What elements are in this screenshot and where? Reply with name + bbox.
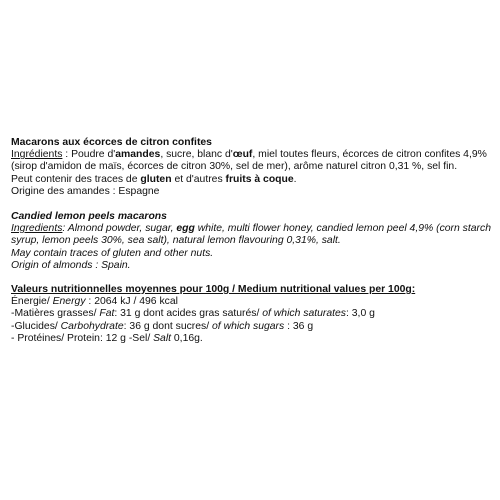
- nutrition-protein-salt-row: [11, 333, 491, 345]
- saturates-value: : 3,0 g: [346, 308, 375, 320]
- english-ingredients: [11, 223, 491, 247]
- english-traces: May contain traces of gluten and other nuts.: [11, 247, 214, 259]
- english-origin: Origin of almonds : Spain.: [11, 259, 131, 271]
- sugars-value: : 36 g: [284, 320, 314, 332]
- french-ingredients-label: Ingrédients: [11, 149, 63, 161]
- nutrition-fat-row: [11, 308, 491, 320]
- english-title: Candied lemon peels macarons: [11, 211, 167, 223]
- carbs-value: : 36 g dont sucres/: [123, 320, 213, 332]
- french-ingredients-text-3: , miel toutes fleurs, écorces de citron confites 4,9% (sirop d'amidon de maïs, écorces de citron 30%, sel de mer), arôme naturel citron 0,31 %, sel fin.: [11, 149, 487, 173]
- protein-label: - Protéines/ Protein: [11, 332, 100, 344]
- french-title: Macarons aux écorces de citron confites: [11, 137, 212, 148]
- fat-label-fr: -Matières grasses/: [11, 308, 100, 320]
- french-origin: Origine des amandes : Espagne: [11, 185, 160, 197]
- allergen-gluten: gluten: [140, 173, 172, 185]
- energy-label-fr: Énergie/: [11, 296, 53, 308]
- english-ingredients-text-2: white, multi flower honey, candied lemon peel 4,9% (corn starch syrup, lemon peels 30%, sea salt), natural lemon flavouring 0,31%, salt.: [11, 223, 491, 247]
- allergen-almonds: amandes: [115, 149, 161, 161]
- fat-value: : 31 g dont acides gras saturés/: [114, 308, 263, 320]
- energy-label-en: Energy: [52, 296, 86, 308]
- french-ingredients: [11, 149, 491, 173]
- nutrition-header: Valeurs nutritionnelles moyennes pour 100g / Medium nutritional values per 100g:: [11, 284, 416, 296]
- french-ingredients-text-2: , sucre, blanc d': [160, 149, 233, 161]
- carbs-label-en: Carbohydrate: [60, 320, 124, 332]
- french-traces-text-1: Peut contenir des traces de: [11, 173, 141, 185]
- english-ingredients-label: Ingredients: [11, 223, 63, 235]
- salt-label-en: Salt: [153, 332, 172, 344]
- sugars-label-en: of which sugars: [212, 320, 285, 332]
- salt-value: 0,16g.: [171, 332, 203, 344]
- carbs-label-fr: -Glucides/: [11, 320, 61, 332]
- allergen-egg-fr: œuf: [232, 149, 253, 161]
- french-traces-text-2: et d'autres: [171, 173, 226, 185]
- allergen-nuts: fruits à coque: [225, 173, 294, 185]
- nutrition-carbs-row: [11, 321, 491, 333]
- fat-label-en: Fat: [99, 308, 115, 320]
- protein-value: : 12 g: [99, 332, 129, 344]
- french-traces: [11, 174, 491, 186]
- english-ingredients-text-1: : Almond powder, sugar,: [62, 223, 177, 235]
- french-ingredients-text-1: : Poudre d': [62, 149, 116, 161]
- nutrition-energy-row: [11, 296, 491, 308]
- french-traces-text-3: .: [293, 173, 297, 185]
- salt-label-fr: -Sel/: [128, 332, 154, 344]
- energy-value: : 2064 kJ / 496 kcal: [85, 296, 178, 308]
- allergen-egg-en: egg: [176, 223, 195, 235]
- saturates-label-en: of which saturates: [262, 308, 346, 320]
- product-label: [11, 137, 491, 345]
